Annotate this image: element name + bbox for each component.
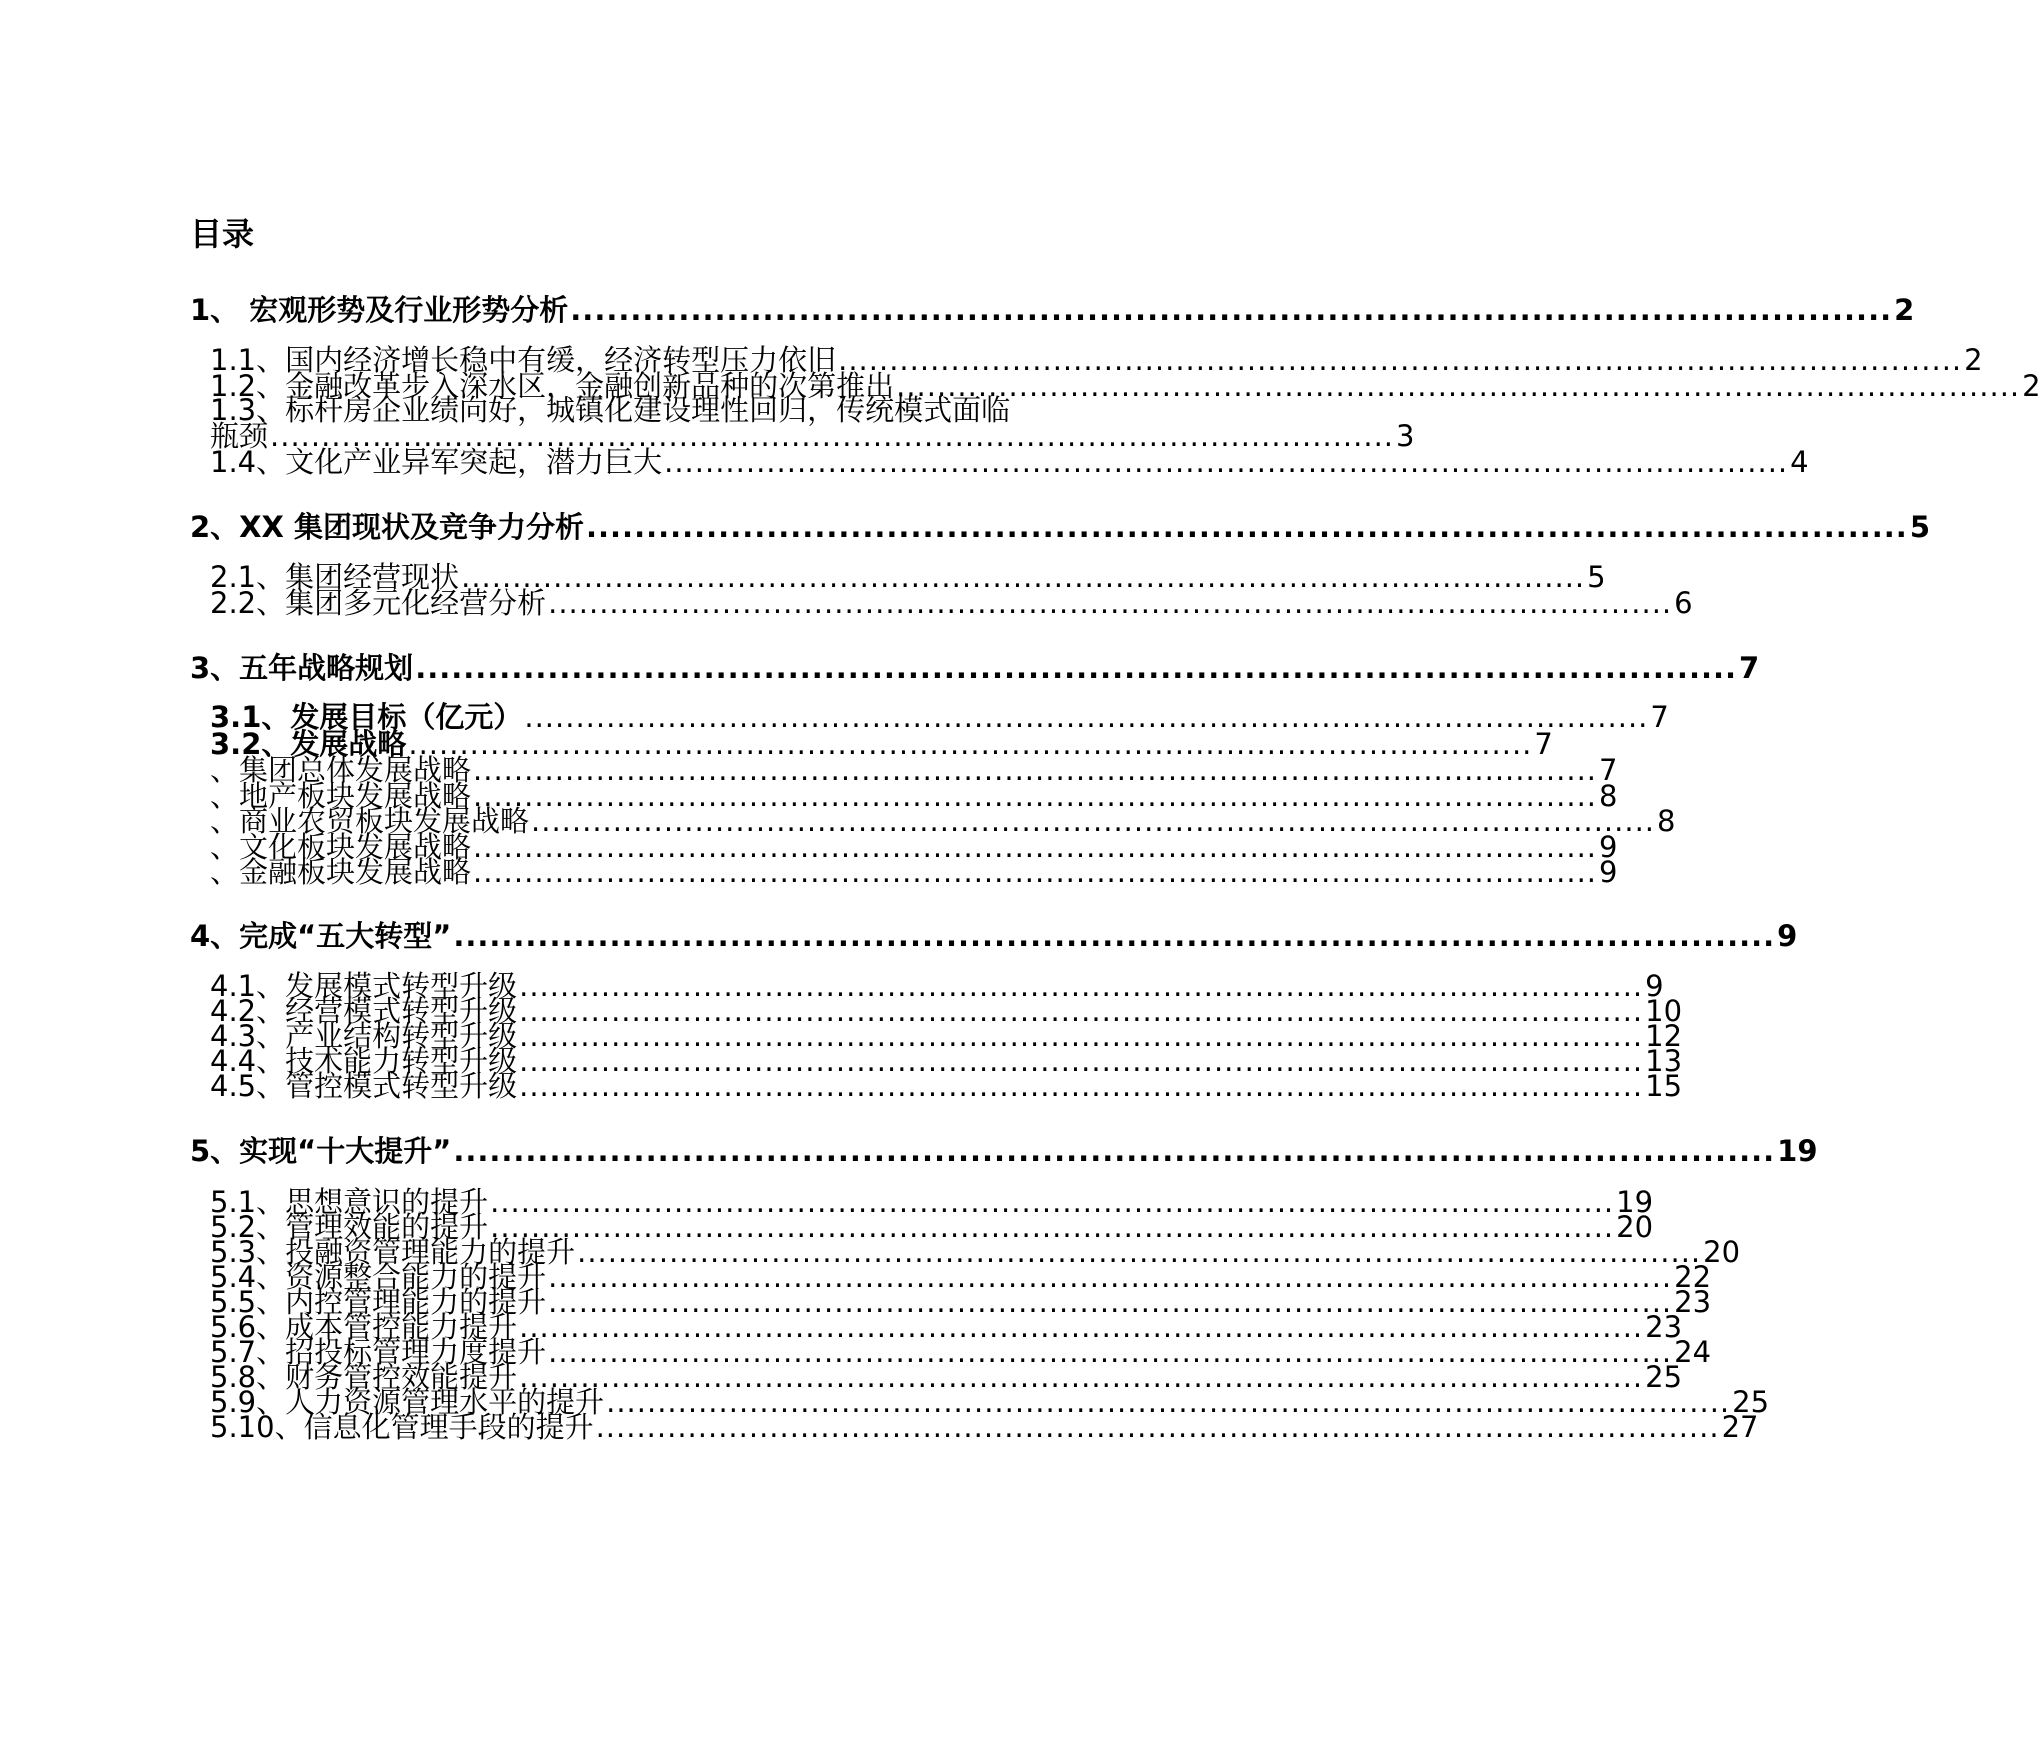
toc-leader-dots: .............................................................................................................. <box>519 994 1644 1028</box>
toc-item-text: 5.1、思想意识的提升 <box>210 1185 489 1219</box>
toc-leader-dots: .............................................................................................................. <box>519 1019 1644 1053</box>
toc-page-number: 27 <box>1721 1410 1759 1444</box>
toc-heading-5[interactable] <box>190 1133 1818 1169</box>
toc-item-text: 2.2、集团多元化经营分析 <box>210 586 547 620</box>
toc-page-number: 2 <box>1964 343 1983 377</box>
toc-heading-2[interactable] <box>190 509 1931 545</box>
toc-heading-text: 3、五年战略规划 <box>190 651 414 685</box>
toc-page-number: 7 <box>1650 700 1669 734</box>
toc-leader-dots: .............................................................................................................. <box>519 1360 1644 1394</box>
toc-item-text: 4.1、发展模式转型升级 <box>210 969 518 1003</box>
toc-page-number: 8 <box>1657 804 1676 838</box>
toc-leader-dots: .............................................................................................................. <box>519 1044 1644 1078</box>
toc-item-text: 、集团总体发展战略 <box>210 753 472 787</box>
toc-leader-dots: .............................................................................................................. <box>490 1185 1615 1219</box>
toc-page-number: 9 <box>1645 969 1664 1003</box>
toc-item-text: 、金融板块发展战略 <box>210 855 472 889</box>
toc-heading-4[interactable] <box>190 918 1798 954</box>
toc-item-text: 4.2、经营模式转型升级 <box>210 994 518 1028</box>
toc-item-text: 5.6、成本管控能力提升 <box>210 1310 518 1344</box>
toc-item-text: 4.3、产业结构转型升级 <box>210 1019 518 1053</box>
toc-leader-dots: .............................................................................................................. <box>490 1210 1615 1244</box>
toc-page-number: 7 <box>1599 753 1618 787</box>
toc-page-number: 5 <box>1909 510 1931 544</box>
toc-page-number: 22 <box>1674 1260 1712 1294</box>
toc-page-number: 15 <box>1645 1069 1683 1103</box>
toc-page-number: 7 <box>1534 727 1553 761</box>
toc-leader-dots: .............................................................................................................. <box>531 804 1656 838</box>
toc-page-number: 2 <box>2022 369 2041 403</box>
toc-heading-text: 2、XX 集团现状及竞争力分析 <box>190 510 584 544</box>
toc-item-text: 5.9、人力资源管理水平的提升 <box>210 1385 605 1419</box>
toc-heading-3[interactable] <box>190 650 1760 686</box>
toc-item-text: 、文化板块发展战略 <box>210 830 472 864</box>
toc-heading-text: 5、实现“十大提升” <box>190 1134 452 1168</box>
toc-page-number: 3 <box>1396 419 1415 453</box>
toc-leader-dots: .............................................................................................................. <box>586 510 1908 544</box>
toc-page-number: 13 <box>1645 1044 1683 1078</box>
toc-item-text: 5.7、招投标管理力度提升 <box>210 1335 547 1369</box>
toc-leader-dots: .............................................................................................................. <box>595 1410 1720 1444</box>
toc-item-text: 5.3、投融资管理能力的提升 <box>210 1235 576 1269</box>
toc-heading-1[interactable] <box>190 292 1915 328</box>
toc-item-text: 、地产板块发展战略 <box>210 779 472 813</box>
toc-leader-dots: .............................................................................................................. <box>664 445 1789 479</box>
toc-page-number: 25 <box>1732 1385 1770 1419</box>
toc-leader-dots: .............................................................................................................. <box>473 753 1598 787</box>
toc-heading-text: 4、完成“五大转型” <box>190 919 452 953</box>
toc-item-5-10[interactable] <box>210 1410 1759 1444</box>
toc-leader-dots: .............................................................................................................. <box>461 560 1586 594</box>
toc-item-text: 1.4、文化产业异军突起，潜力巨大 <box>210 445 663 479</box>
toc-page-number: 5 <box>1587 560 1606 594</box>
toc-page-number: 12 <box>1645 1019 1683 1053</box>
toc-page-number: 8 <box>1599 779 1618 813</box>
toc-page-number: 6 <box>1674 586 1693 620</box>
toc-leader-dots: .............................................................................................................. <box>519 1069 1644 1103</box>
toc-item-3-2-5[interactable] <box>210 855 1618 889</box>
toc-item-text: 3.1、发展目标（亿元） <box>210 700 523 734</box>
toc-item-2-2[interactable] <box>210 586 1693 620</box>
toc-page-number: 25 <box>1645 1360 1683 1394</box>
toc-leader-dots: .............................................................................................................. <box>408 727 1533 761</box>
toc-page-number: 20 <box>1616 1210 1654 1244</box>
toc-item-text: 4.4、技术能力转型升级 <box>210 1044 518 1078</box>
toc-leader-dots: .............................................................................................................. <box>524 700 1649 734</box>
toc-item-text: 5.10、信息化管理手段的提升 <box>210 1410 594 1444</box>
toc-item-text: 1.1、国内经济增长稳中有缓，经济转型压力依旧 <box>210 343 837 377</box>
toc-leader-dots: .............................................................................................................. <box>548 1335 1673 1369</box>
toc-page-number: 4 <box>1790 445 1809 479</box>
toc-heading-text: 1、 宏观形势及行业形势分析 <box>190 293 569 327</box>
toc-leader-dots: .............................................................................................................. <box>519 969 1644 1003</box>
toc-page-number: 7 <box>1739 651 1760 685</box>
toc-item-text: 瓶颈 <box>210 419 269 453</box>
toc-leader-dots: .............................................................................................................. <box>570 293 1893 327</box>
toc-page-number: 19 <box>1616 1185 1654 1219</box>
toc-leader-dots: .............................................................................................................. <box>473 855 1598 889</box>
toc-leader-dots: .............................................................................................................. <box>577 1235 1702 1269</box>
toc-title: 目录 <box>190 215 255 253</box>
toc-leader-dots: .............................................................................................................. <box>415 651 1738 685</box>
toc-page-number: 10 <box>1645 994 1683 1028</box>
toc-page-number: 23 <box>1674 1285 1712 1319</box>
toc-page-number: 9 <box>1599 830 1618 864</box>
toc-item-text: 2.1、集团经营现状 <box>210 560 460 594</box>
toc-leader-dots: .............................................................................................................. <box>453 919 1776 953</box>
toc-leader-dots: .............................................................................................................. <box>270 419 1395 453</box>
toc-item-text: 4.5、管控模式转型升级 <box>210 1069 518 1103</box>
toc-leader-dots: .............................................................................................................. <box>548 586 1673 620</box>
toc-page-number: 23 <box>1645 1310 1683 1344</box>
toc-page-number: 19 <box>1777 1134 1818 1168</box>
toc-leader-dots: .............................................................................................................. <box>548 1260 1673 1294</box>
toc-leader-dots: .............................................................................................................. <box>453 1134 1776 1168</box>
toc-leader-dots: .............................................................................................................. <box>473 830 1598 864</box>
toc-item-text: 3.2、发展战略 <box>210 727 407 761</box>
toc-item-text: 1.2、金融改革步入深水区，金融创新品种的次第推出 <box>210 369 895 403</box>
toc-item-text: 5.5、内控管理能力的提升 <box>210 1285 547 1319</box>
toc-leader-dots: .............................................................................................................. <box>519 1310 1644 1344</box>
toc-item-text: 、商业农贸板块发展战略 <box>210 804 530 838</box>
toc-item-1-4[interactable] <box>210 445 1809 479</box>
toc-leader-dots: .............................................................................................................. <box>606 1385 1731 1419</box>
toc-page-number: 20 <box>1703 1235 1741 1269</box>
toc-item-1-3-line1[interactable]: 1.3、标杆房企业绩向好，城镇化建设理性回归，传统模式面临 <box>210 393 1011 427</box>
toc-leader-dots: .............................................................................................................. <box>838 343 1963 377</box>
toc-page-number: 24 <box>1674 1335 1712 1369</box>
toc-page-number: 9 <box>1777 919 1798 953</box>
toc-leader-dots: .............................................................................................................. <box>548 1285 1673 1319</box>
toc-item-text: 5.8、财务管控效能提升 <box>210 1360 518 1394</box>
toc-item-text: 5.2、管理效能的提升 <box>210 1210 489 1244</box>
toc-page-number: 9 <box>1599 855 1618 889</box>
toc-item-text: 5.4、资源整合能力的提升 <box>210 1260 547 1294</box>
toc-leader-dots: .............................................................................................................. <box>896 369 2021 403</box>
toc-page-number: 2 <box>1894 293 1915 327</box>
toc-leader-dots: .............................................................................................................. <box>473 779 1598 813</box>
toc-item-4-5[interactable] <box>210 1069 1683 1103</box>
